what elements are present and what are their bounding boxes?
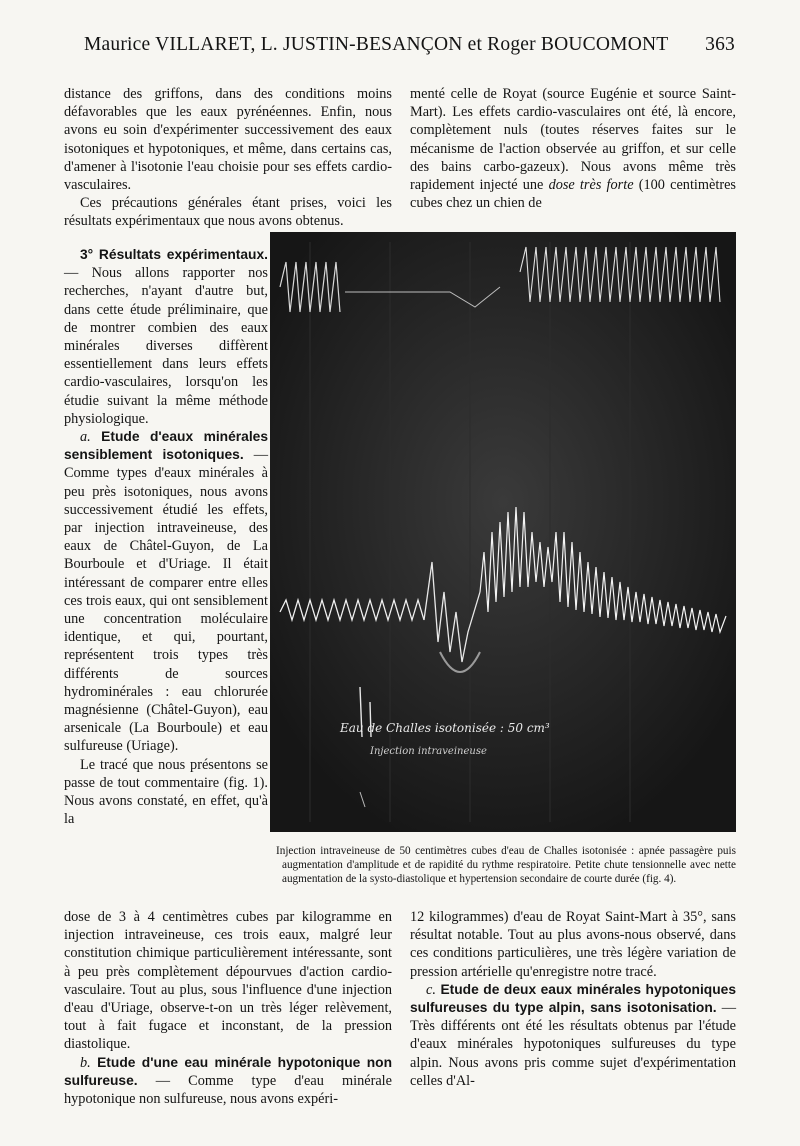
running-title: Maurice VILLARET, L. JUSTIN-BESANÇON et Roger BOUCOMONT <box>84 34 669 55</box>
section-heading: Etude d'une eau minérale hypotonique non sulfureuse. <box>64 1054 392 1088</box>
page-number: 363 <box>705 34 735 55</box>
section-heading: Etude d'eaux minérales sensiblement isotoniques. <box>64 429 268 463</box>
page-header <box>60 30 735 60</box>
caption-text: Injection intraveineuse de 50 centimètres cubes d'eau de Challes isotonisée : apnée passagère puis augmentation d'amplitude et de rapidité du rythme respiratoire. Petite chute tensionnelle avec nette augmentation de la systo-diastolique et hypertension secondaire de courte durée (fig. 4). <box>276 845 736 885</box>
section-heading: 3° Résultats expérimentaux. <box>80 247 268 262</box>
paragraph: Le tracé que nous présentons se passe de tout commentaire (fig. 1). Nous avons constaté, en effet, qu'à la <box>64 756 268 828</box>
paragraph: 12 kilogrammes) d'eau de Royat Saint-Mart à 35°, sans résultat notable. Tout au plus avons-nous observé, dans ces conditions particulières, une très légère variation de pression artérielle qu'enregistre notre tracé. <box>410 909 736 980</box>
left-column-bottom <box>64 908 392 1108</box>
paragraph: b. Etude d'une eau minérale hypotonique non sulfureuse. — Comme type d'eau minérale hypotonique non sulfureuse, nous avons expéri- <box>64 1054 392 1108</box>
section-heading: Etude de deux eaux minérales hypotoniques sulfureuses du type alpin, sans isotonisation. <box>410 981 736 1016</box>
paragraph: a. Etude d'eaux minérales sensiblement isotoniques. — Comme types d'eaux minérales à peu près isotoniques, nous avons successivement étudié les effets, par injection intraveineuse, des eaux de Châtel-Guyon, de La Bourboule et d'Uriage. Il était intéressant de comparer entre elles ces trois eaux, qui ont sensiblement une concentration moléculaire identique, et qui, pourtant, représentent trois types très différents de sources hydrominérales : eau chlorurée magnésienne (Châtel-Guyon), eau arsenicale (La Bourboule) et eau sulfureuse (Uriage). <box>64 429 269 755</box>
figure-tracing <box>270 232 736 832</box>
paragraph: dose de 3 à 4 centimètres cubes par kilogramme en injection intraveineuse, ces trois eaux, malgré leur constitution chimique particulièrement intéressante, sont à peu près complètement dépourvues d'action cardio-vasculaire. Tout au plus, sous l'influence d'une injection d'eau d'Uriage, observe-t-on un très léger relèvement, tout à fait fugace et inconstant, de la pression diastolique. <box>64 909 392 1053</box>
emphasis: dose très forte <box>548 177 634 194</box>
handwritten-annotation: Injection intraveineuse <box>370 746 487 757</box>
figure-caption <box>276 844 736 886</box>
paragraph: distance des griffons, dans des conditions moins défavorables que les eaux pyrénéennes. Enfin, nous avons eu soin d'expérimenter successivement des eaux isotoniques et hypotoniques, et même, dans certains cas, d'amener à l'isotonie l'eau choisie pour ses effets cardio-vasculaires. <box>64 86 392 194</box>
right-column-bottom <box>410 908 736 1090</box>
right-column-top <box>410 85 736 212</box>
tracing-image <box>270 232 736 832</box>
left-column-narrow <box>64 246 268 829</box>
paragraph: c. Etude de deux eaux minérales hypotoniques sulfureuses du type alpin, sans isotonisation. — Très différents ont été les résultats obtenus par l'étude d'eaux minérales hypotoniques sulfureuses du type alpin. Nous avons pris comme sujet d'expérimentation celles d'Al- <box>410 981 737 1089</box>
paragraph: 3° Résultats expérimentaux. — Nous allons rapporter nos recherches, n'ayant d'autre but, dans cette étude préliminaire, que de montrer combien des eaux minérales diverses diffèrent essentiellement dans leurs effets cardio-vasculaires, lorsqu'on les étudie suivant la même méthode physiologique. <box>64 247 268 427</box>
left-column-top <box>64 85 392 231</box>
paragraph: Ces précautions générales étant prises, voici les résultats expérimentaux que nous avons obtenus. <box>64 195 392 230</box>
paragraph: menté celle de Royat (source Eugénie et source Saint-Mart). Les effets cardio-vasculaires ont été, là encore, complètement nuls (toutes réserves faites sur le mécanisme de l'action observée au griffon, et sur celle des bains carbo-gazeux). Nous avons même très rapidement injecté une dose très forte (100 centimètres cubes chez un chien de <box>410 86 736 212</box>
handwritten-annotation: Eau de Challes isotonisée : 50 cm³ <box>340 721 550 735</box>
